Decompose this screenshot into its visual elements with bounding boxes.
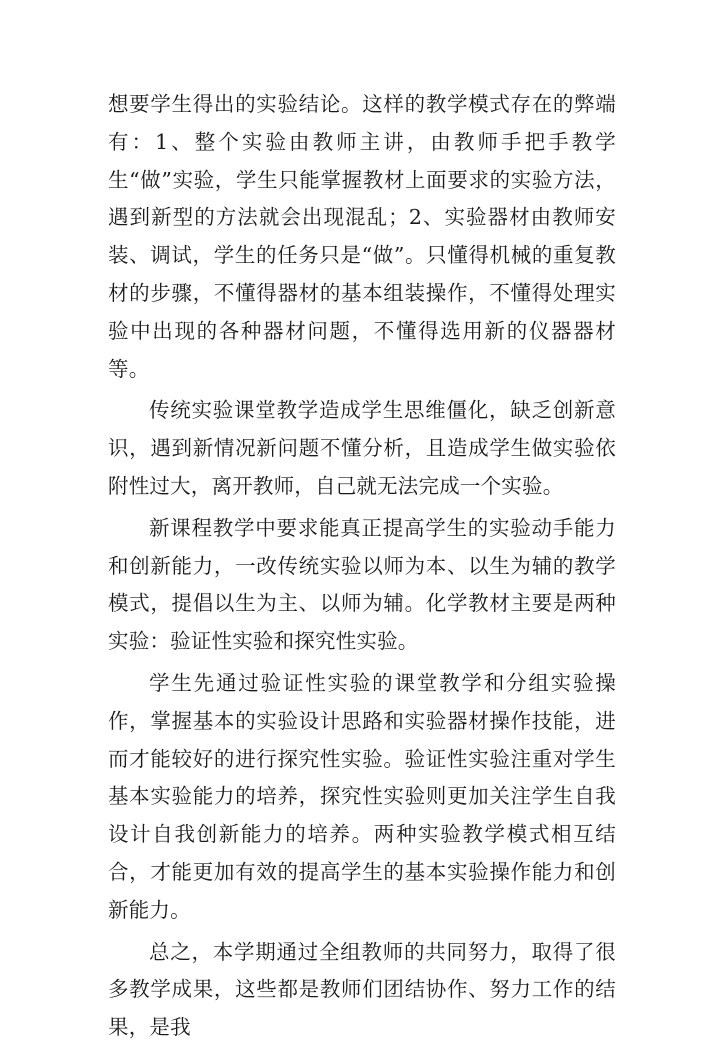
paragraph-5: 总之，本学期通过全组教师的共同努力，取得了很多教学成果，这些都是教师们团结协作、努力工作的结果，是我 bbox=[108, 939, 616, 1040]
paragraph-1: 想要学生得出的实验结论。这样的教学模式存在的弊端有：1、整个实验由教师主讲，由教师手把手教学生“做”实验，学生只能掌握教材上面要求的实验方法，遇到新型的方法就会出现混乱；2、实验器材由教师安装、调试，学生的任务只是“做”。只懂得机械的重复教材的步骤，不懂得器材的基本组装操作，不懂得处理实验中出现的各种器材问题，不懂得选用新的仪器器材等。 bbox=[108, 92, 616, 381]
document-body bbox=[108, 86, 616, 1051]
paragraph-2: 传统实验课堂教学造成学生思维僵化，缺乏创新意识，遇到新情况新问题不懂分析，且造成学生做实验依附性过大，离开教师，自己就无法完成一个实验。 bbox=[108, 398, 616, 498]
paragraph-3: 新课程教学中要求能真正提高学生的实验动手能力和创新能力，一改传统实验以师为本、以生为辅的教学模式，提倡以生为主、以师为辅。化学教材主要是两种实验：验证性实验和探究性实验。 bbox=[108, 515, 616, 654]
paragraph-4: 学生先通过验证性实验的课堂教学和分组实验操作，掌握基本的实验设计思路和实验器材操作技能，进而才能较好的进行探究性实验。验证性实验注重对学生基本实验能力的培养，探究性实验则更加关注学生自我设计自我创新能力的培养。两种实验教学模式相互结合，才能更加有效的提高学生的基本实验操作能力和创新能力。 bbox=[108, 670, 616, 922]
